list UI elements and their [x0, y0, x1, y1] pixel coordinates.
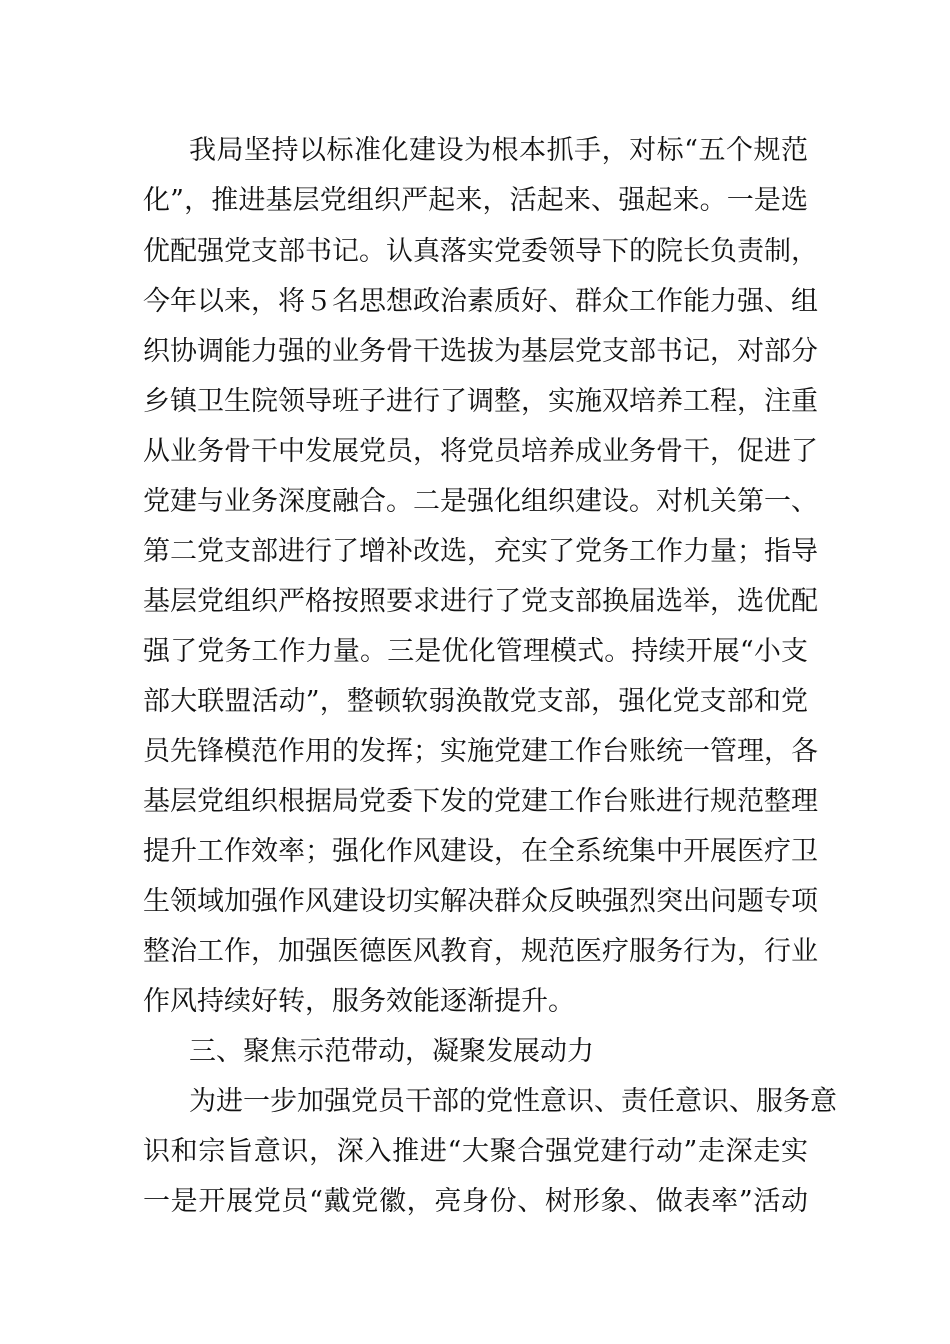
paragraph-line: 作风持续好转，服务效能逐渐提升。 [143, 986, 575, 1017]
paragraph-line: 强了党务工作力量。三是优化管理模式。持续开展“小支 [143, 636, 808, 667]
paragraph-line: 优配强党支部书记。认真落实党委领导下的院长负责制， [143, 236, 818, 267]
paragraph-line: 党建与业务深度融合。二是强化组织建设。对机关第一、 [143, 486, 818, 517]
paragraph-line: 员先锋模范作用的发挥；实施党建工作台账统一管理，各 [143, 736, 818, 767]
paragraph-line: 乡镇卫生院领导班子进行了调整，实施双培养工程，注重 [143, 386, 818, 417]
section-heading: 三、聚焦示范带动，凝聚发展动力 [189, 1036, 594, 1067]
paragraph-line: 第二党支部进行了增补改选，充实了党务工作力量；指导 [143, 536, 818, 567]
paragraph-line: 一是开展党员“戴党徽，亮身份、树形象、做表率”活动 [143, 1186, 808, 1217]
paragraph-line: 从业务骨干中发展党员，将党员培养成业务骨干，促进了 [143, 436, 818, 467]
paragraph-line: 我局坚持以标准化建设为根本抓手，对标“五个规范 [189, 135, 808, 166]
paragraph-line: 提升工作效率；强化作风建设，在全系统集中开展医疗卫 [143, 836, 818, 867]
paragraph-line: 织协调能力强的业务骨干选拔为基层党支部书记，对部分 [143, 336, 818, 367]
paragraph-line: 化”，推进基层党组织严起来，活起来、强起来。一是选 [143, 185, 808, 216]
paragraph-line: 部大联盟活动”，整顿软弱涣散党支部，强化党支部和党 [143, 686, 808, 717]
paragraph-line: 整治工作，加强医德医风教育，规范医疗服务行为，行业 [143, 936, 818, 967]
paragraph-line: 生领域加强作风建设切实解决群众反映强烈突出问题专项 [143, 886, 818, 917]
paragraph-line: 基层党组织严格按照要求进行了党支部换届选举，选优配 [143, 586, 818, 617]
paragraph-line: 为进一步加强党员干部的党性意识、责任意识、服务意 [189, 1086, 837, 1117]
paragraph-line: 识和宗旨意识，深入推进“大聚合强党建行动”走深走实 [143, 1136, 808, 1167]
paragraph-line: 今年以来，将５名思想政治素质好、群众工作能力强、组 [143, 286, 818, 317]
paragraph-line: 基层党组织根据局党委下发的党建工作台账进行规范整理 [143, 786, 818, 817]
